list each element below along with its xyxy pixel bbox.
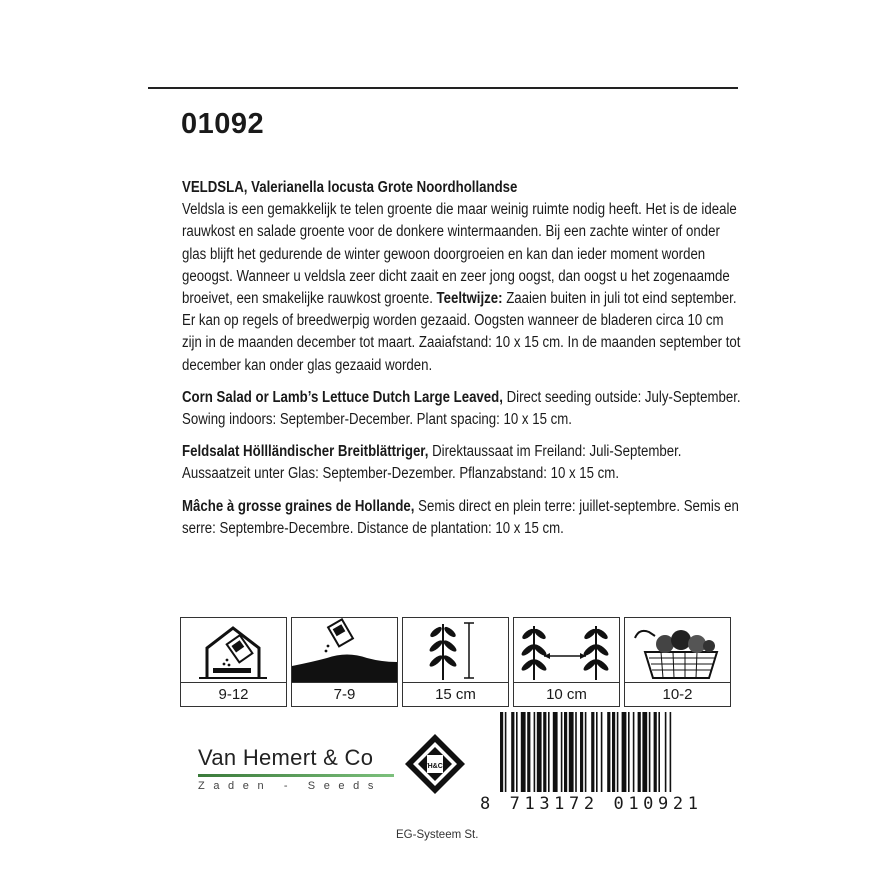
icon-label: 9-12	[218, 686, 249, 703]
german-paragraph	[182, 441, 741, 485]
dutch-paragraph	[182, 177, 741, 377]
french-title: Mâche à grosse graines de Hollande,	[182, 497, 415, 515]
french-body: Semis direct en plein terre: juillet-septembre. Semis en serre: Septembre-Decembre. Distance de plantation: 10 x 15 cm.	[182, 497, 739, 537]
plant-spacing-icon	[514, 618, 619, 683]
cultivation-icons	[180, 617, 735, 707]
icon-cell-spacing	[513, 617, 620, 707]
icon-cell-greenhouse	[180, 617, 287, 707]
french-paragraph	[182, 496, 741, 540]
english-body: Direct seeding outside: July-September. Sowing indoors: September-December. Plant spacing: 10 x 15 cm.	[182, 388, 741, 429]
plant-height-icon	[403, 618, 508, 683]
barcode-number: 8 713172 010921	[480, 794, 703, 814]
brand-tagline: Zaden - Seeds	[198, 780, 382, 792]
icon-label: 10 cm	[546, 686, 587, 703]
brand-underline	[198, 774, 394, 777]
icon-cell-harvest	[624, 617, 731, 707]
icon-label: 10-2	[662, 686, 693, 703]
dutch-body-2: Zaaien buiten in juli tot eind september. Er kan op regels of breedwerpig worden gezaaid. Oogsten wanneer de bladeren circa 10 cm zijn in de maanden december tot maart. Zaaiafstand: 10 x 15 cm. In de maanden september tot december kan onder glas gezaaid worden.	[182, 290, 741, 374]
german-body: Direktaussaat im Freiland: Juli-September. Aussaatzeit unter Glas: September-Dezember. Pflanzabstand: 10 x 15 cm.	[182, 443, 682, 483]
icon-cell-outdoor	[291, 617, 398, 707]
logo-text: VH&Co	[422, 763, 448, 770]
english-paragraph	[182, 387, 741, 431]
harvest-basket-icon	[625, 618, 730, 683]
icon-cell-height	[402, 617, 509, 707]
top-divider	[148, 87, 738, 89]
english-title: Corn Salad or Lamb’s Lettuce Dutch Large Leaved,	[182, 388, 503, 406]
brand-block	[198, 745, 394, 792]
description-block	[182, 177, 741, 550]
brand-logo-icon	[404, 733, 466, 800]
dutch-body-1: Veldsla is een gemakkelijk te telen groente die maar weinig ruimte nodig heeft. Het is de ideale rauwkost en salade groente voor de donkere wintermaanden. Bij een zachte winter of onder glas blijft het gedurende de winter gewoon doorgroeien en kan dan ieder moment worden geoogst. Wanneer u veldsla zeer dicht zaait en zeer jong oogst, dan oogst u het zogenaamde broeivet, een smakelijke rauwkost groente.	[182, 201, 737, 308]
dutch-title: VELDSLA, Valerianella locusta Grote Noordhollandse	[182, 179, 518, 196]
brand-name: Van Hemert & Co	[198, 745, 374, 770]
icon-label: 7-9	[333, 686, 356, 703]
cultivation-label: Teeltwijze:	[436, 290, 503, 308]
product-code: 01092	[181, 108, 265, 140]
greenhouse-sowing-icon	[181, 618, 286, 683]
german-title: Feldsalat Höllländischer Breitblättriger,	[182, 443, 429, 461]
icon-label: 15 cm	[435, 686, 476, 703]
certification-text: EG-Systeem St.	[396, 829, 479, 841]
outdoor-sowing-icon	[292, 618, 397, 683]
barcode-icon	[498, 712, 708, 792]
